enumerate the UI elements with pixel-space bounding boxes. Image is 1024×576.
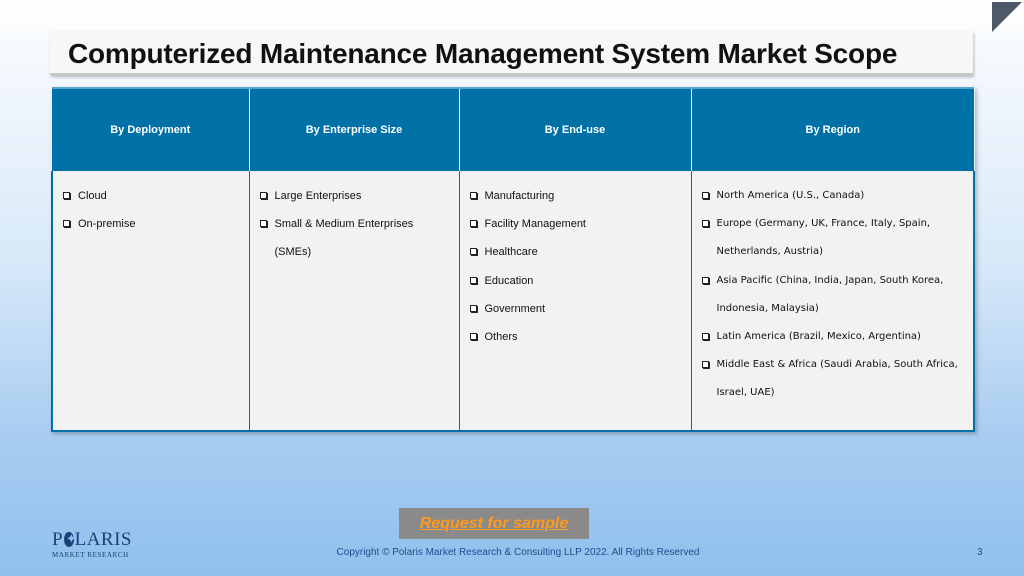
list-item-label: On-premise — [78, 218, 136, 231]
list-item-label: Others — [484, 331, 518, 344]
list-item-continuation: (SMEs) — [274, 246, 312, 259]
checkbox-bullet-icon — [260, 192, 267, 199]
list-item — [470, 182, 681, 210]
list-item-label: Middle East & Africa (Saudi Arabia, South Africa, — [716, 359, 958, 371]
header-by-region: By Region — [691, 88, 974, 171]
list-item-label: Education — [484, 274, 534, 287]
list-item-continuation: Israel, UAE) — [716, 387, 775, 399]
checkbox-bullet-icon — [470, 277, 477, 284]
cell-deployment — [52, 171, 249, 431]
list-item-label: Large Enterprises — [274, 190, 362, 202]
request-sample-button[interactable] — [399, 508, 589, 539]
list-item — [702, 182, 964, 210]
list-item-label: Government — [484, 302, 546, 315]
list-item-label: Facility Management — [484, 218, 586, 231]
list-item-label: Healthcare — [484, 246, 538, 259]
page-title: Computerized Maintenance Management System Market Scope — [68, 38, 898, 69]
list-item-label: Asia Pacific (China, India, Japan, South Korea, — [716, 274, 944, 286]
enterprise-size-list — [260, 182, 449, 267]
list-item-label: Manufacturing — [484, 190, 555, 202]
checkbox-bullet-icon — [470, 192, 477, 199]
checkbox-bullet-icon — [470, 305, 477, 312]
list-item-label: Cloud — [78, 190, 107, 202]
header-by-enterprise-size: By Enterprise Size — [249, 88, 459, 171]
list-item — [702, 210, 964, 266]
table-row — [52, 171, 974, 431]
checkbox-bullet-icon — [470, 220, 477, 227]
list-item — [470, 323, 681, 351]
corner-triangle-decoration — [992, 2, 1022, 32]
checkbox-bullet-icon — [702, 277, 709, 284]
checkbox-bullet-icon — [702, 361, 709, 368]
list-item-label: Europe (Germany, UK, France, Italy, Spain, — [716, 218, 931, 230]
copyright-text: Copyright © Polaris Market Research & Consulting LLP 2022. All Rights Reserved — [336, 547, 700, 558]
market-scope-table — [51, 87, 975, 432]
checkbox-bullet-icon — [260, 220, 267, 227]
list-item — [63, 210, 239, 238]
header-by-end-use: By End-use — [459, 88, 691, 171]
title-bar — [50, 31, 973, 75]
logo-letters: LARIS — [74, 529, 132, 550]
star-icon — [64, 532, 74, 547]
checkbox-bullet-icon — [63, 192, 70, 199]
list-item — [470, 295, 681, 323]
checkbox-bullet-icon — [470, 333, 477, 340]
list-item — [702, 323, 964, 351]
checkbox-bullet-icon — [702, 220, 709, 227]
deployment-list — [63, 182, 239, 238]
list-item-continuation: Netherlands, Austria) — [716, 246, 824, 258]
list-item — [702, 351, 964, 407]
checkbox-bullet-icon — [63, 220, 70, 227]
list-item — [63, 182, 239, 210]
logo-subtitle: MARKET RESEARCH — [52, 551, 129, 559]
list-item — [470, 267, 681, 295]
cell-region — [691, 171, 974, 431]
header-by-deployment: By Deployment — [52, 88, 249, 171]
list-item-continuation: Indonesia, Malaysia) — [716, 302, 819, 314]
list-item-label: North America (U.S., Canada) — [716, 190, 865, 201]
region-list — [702, 182, 964, 408]
list-item — [702, 267, 964, 323]
checkbox-bullet-icon — [470, 248, 477, 255]
page-number: 3 — [977, 547, 983, 558]
list-item — [260, 182, 449, 210]
list-item-label: Latin America (Brazil, Mexico, Argentina) — [716, 331, 921, 343]
end-use-list — [470, 182, 681, 351]
request-sample-link[interactable]: Request for sample — [419, 514, 569, 532]
table-header-row — [52, 88, 974, 171]
logo-letter-p: P — [52, 529, 64, 550]
list-item — [470, 210, 681, 238]
list-item — [260, 210, 449, 266]
cell-end-use — [459, 171, 691, 431]
checkbox-bullet-icon — [702, 192, 709, 199]
list-item — [470, 238, 681, 266]
cell-enterprise-size — [249, 171, 459, 431]
checkbox-bullet-icon — [702, 333, 709, 340]
list-item-label: Small & Medium Enterprises — [274, 218, 414, 231]
